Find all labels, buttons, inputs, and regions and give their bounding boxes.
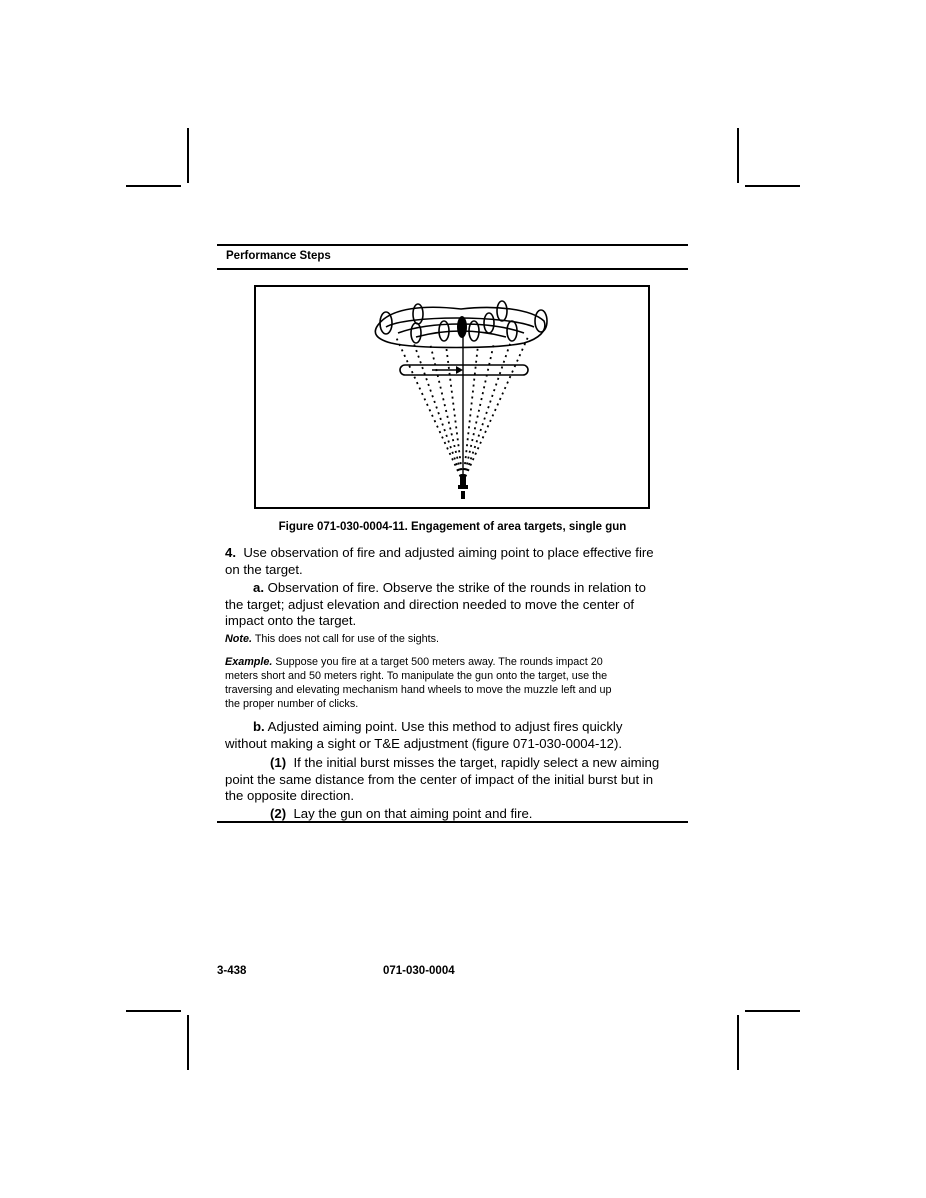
- crop-mark-bottom-right-vertical: [737, 1015, 739, 1070]
- page-number: 3-438: [217, 965, 247, 977]
- crop-mark-bottom-left-vertical: [187, 1015, 189, 1070]
- crop-mark-top-left-vertical: [187, 128, 189, 183]
- step-4a-line-1: Observation of fire. Observe the strike of the rounds in relation to: [267, 580, 646, 595]
- step-4b1-line-3: the opposite direction.: [225, 788, 355, 803]
- crop-mark-top-right-vertical: [737, 128, 739, 183]
- step-4a: [225, 580, 685, 630]
- step-4b2-label: (2): [270, 806, 287, 821]
- step-4b-label: b.: [253, 719, 265, 734]
- figure-caption: Figure 071-030-0004-11. Engagement of area targets, single gun: [278, 521, 627, 533]
- step-4a-line-2: the target; adjust elevation and direction needed to move the center of: [225, 596, 635, 612]
- note-label: Note.: [225, 633, 252, 645]
- figure-area-targets-single-gun: [254, 285, 650, 509]
- example-line-4: the proper number of clicks.: [225, 698, 359, 710]
- crop-mark-top-left-horizontal: [126, 185, 181, 187]
- step-4b-line-2: without making a sight or T&E adjustment (figure 071-030-0004-12).: [225, 735, 623, 751]
- step-4b1-line-1: If the initial burst misses the target, rapidly select a new aiming: [293, 755, 660, 770]
- step-4b2-text: Lay the gun on that aiming point and fire.: [293, 806, 533, 821]
- section-title: Performance Steps: [226, 250, 331, 262]
- example-line-3: traversing and elevating mechanism hand wheels to move the muzzle left and up: [225, 684, 612, 696]
- step-4-line-1: Use observation of fire and adjusted aiming point to place effective fire: [243, 545, 654, 560]
- step-4-number: 4.: [225, 545, 236, 560]
- header-bottom-rule: [217, 268, 688, 270]
- crop-mark-top-right-horizontal: [745, 185, 800, 187]
- step-4b1: [225, 755, 685, 805]
- note-text: This does not call for use of the sights.: [254, 633, 440, 645]
- content-bottom-rule: [217, 821, 688, 823]
- header-top-rule: [217, 244, 688, 246]
- step-4a-line-3: impact onto the target.: [225, 613, 357, 628]
- step-4b: [225, 719, 685, 752]
- example-line-1: Suppose you fire at a target 500 meters away. The rounds impact 20: [275, 656, 603, 668]
- step-4-line-2: on the target.: [225, 561, 303, 577]
- crop-mark-bottom-right-horizontal: [745, 1010, 800, 1012]
- step-4a-label: a.: [253, 580, 264, 595]
- crop-mark-bottom-left-horizontal: [126, 1010, 181, 1012]
- step-4b1-label: (1): [270, 755, 287, 770]
- step-4b-line-1: Adjusted aiming point. Use this method to adjust fires quickly: [267, 719, 623, 734]
- example-line-2: meters short and 50 meters right. To manipulate the gun onto the target, use the: [225, 670, 608, 682]
- area-target-engagement-illustration: [256, 287, 648, 507]
- note: [225, 632, 685, 646]
- task-number: 071-030-0004: [383, 965, 455, 977]
- step-4: [225, 545, 685, 578]
- example: [225, 655, 685, 711]
- example-label: Example.: [225, 656, 273, 668]
- step-4b1-line-2: point the same distance from the center of impact of the initial burst but in: [225, 771, 654, 787]
